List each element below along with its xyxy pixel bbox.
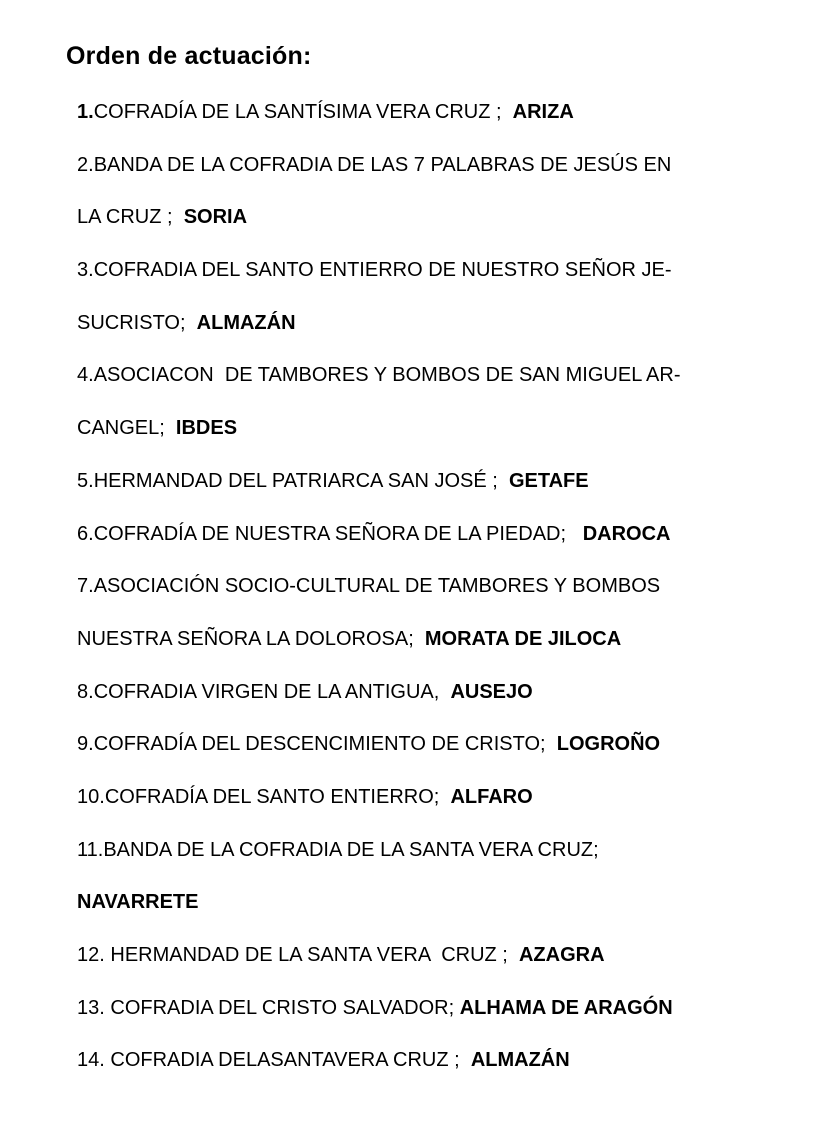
- list-item: [77, 613, 797, 666]
- item-text: HERMANDAD DE LA SANTA VERA CRUZ ;: [104, 944, 519, 966]
- item-number: 12.: [77, 944, 105, 966]
- list-item: [77, 455, 797, 508]
- item-place: MORATA DE JILOCA: [424, 627, 622, 650]
- item-text: COFRADIA DEL CRISTO SALVADOR;: [104, 996, 460, 1019]
- list-item: [77, 508, 797, 561]
- item-place: NAVARRETE: [77, 891, 199, 914]
- item-text: NUESTRA SEÑORA LA DOLOROSA;: [77, 627, 425, 650]
- item-place: GETAFE: [508, 469, 589, 492]
- item-text: COFRADÍA DEL SANTO ENTIERRO;: [104, 785, 451, 808]
- list-item: [77, 718, 797, 771]
- item-number: 3.: [77, 259, 94, 282]
- item-text: COFRADIA VIRGEN DE LA ANTIGUA,: [93, 680, 451, 703]
- list-item: [77, 1034, 797, 1087]
- item-text: COFRADÍA DE LA SANTÍSIMA VERA CRUZ ;: [93, 101, 513, 123]
- item-number: 2.: [77, 153, 94, 176]
- item-text: COFRADÍA DEL DESCENCIMIENTO DE CRISTO;: [93, 733, 557, 756]
- item-place: IBDES: [175, 417, 238, 440]
- item-place: ALFARO: [450, 785, 533, 808]
- item-text: SUCRISTO;: [77, 311, 197, 334]
- item-place: ALHAMA DE ARAGÓN: [459, 996, 673, 1019]
- list-item: [77, 876, 797, 929]
- item-text: CANGEL;: [77, 417, 176, 440]
- list-item: [77, 666, 797, 719]
- list-item: [77, 191, 797, 244]
- item-text: BANDA DE LA COFRADIA DE LA SANTA VERA CRUZ;: [103, 838, 599, 861]
- item-place: DAROCA: [582, 522, 671, 545]
- item-place: SORIA: [183, 206, 248, 229]
- page-title: Orden de actuación:: [66, 42, 312, 70]
- item-text: COFRADÍA DE NUESTRA SEÑORA DE LA PIEDAD;: [93, 522, 583, 545]
- item-number: 14.: [77, 1049, 105, 1072]
- item-number: 10.: [77, 785, 105, 808]
- list-item: [77, 297, 797, 350]
- item-text: HERMANDAD DEL PATRIARCA SAN JOSÉ ;: [93, 469, 509, 492]
- item-place: ARIZA: [512, 101, 574, 123]
- list-item: [77, 402, 797, 455]
- item-number: 11.: [77, 838, 104, 861]
- performance-order-list: [77, 86, 797, 1087]
- item-number: 9.: [77, 733, 94, 756]
- item-text: LA CRUZ ;: [77, 206, 184, 229]
- item-number: 8.: [77, 680, 94, 703]
- list-item: [77, 982, 797, 1035]
- list-item: [77, 349, 797, 402]
- list-item: [77, 824, 797, 877]
- list-item: [77, 86, 797, 139]
- item-text: BANDA DE LA COFRADIA DE LAS 7 PALABRAS DE JESÚS EN: [93, 153, 672, 176]
- item-text: COFRADIA DEL SANTO ENTIERRO DE NUESTRO SEÑOR JE-: [93, 259, 672, 282]
- item-text: ASOCIACIÓN SOCIO-CULTURAL DE TAMBORES Y BOMBOS: [93, 575, 661, 598]
- item-number: 5.: [77, 469, 94, 492]
- item-text: ASOCIACON DE TAMBORES Y BOMBOS DE SAN MIGUEL AR-: [93, 364, 681, 387]
- item-number: 6.: [77, 522, 94, 545]
- item-place: AUSEJO: [450, 680, 533, 703]
- item-place: ALMAZÁN: [196, 311, 296, 334]
- item-place: AZAGRA: [518, 944, 605, 966]
- list-item: [77, 244, 797, 297]
- list-item: [77, 771, 797, 824]
- list-item: [77, 929, 797, 982]
- item-number: 4.: [77, 364, 94, 387]
- list-item: [77, 139, 797, 192]
- item-number: 1.: [77, 101, 94, 123]
- item-place: ALMAZÁN: [470, 1049, 570, 1072]
- item-text: COFRADIA DELASANTAVERA CRUZ ;: [104, 1049, 471, 1072]
- list-item: [77, 560, 797, 613]
- item-number: 7.: [77, 575, 94, 598]
- item-number: 13.: [77, 996, 105, 1019]
- item-place: LOGROÑO: [556, 733, 661, 756]
